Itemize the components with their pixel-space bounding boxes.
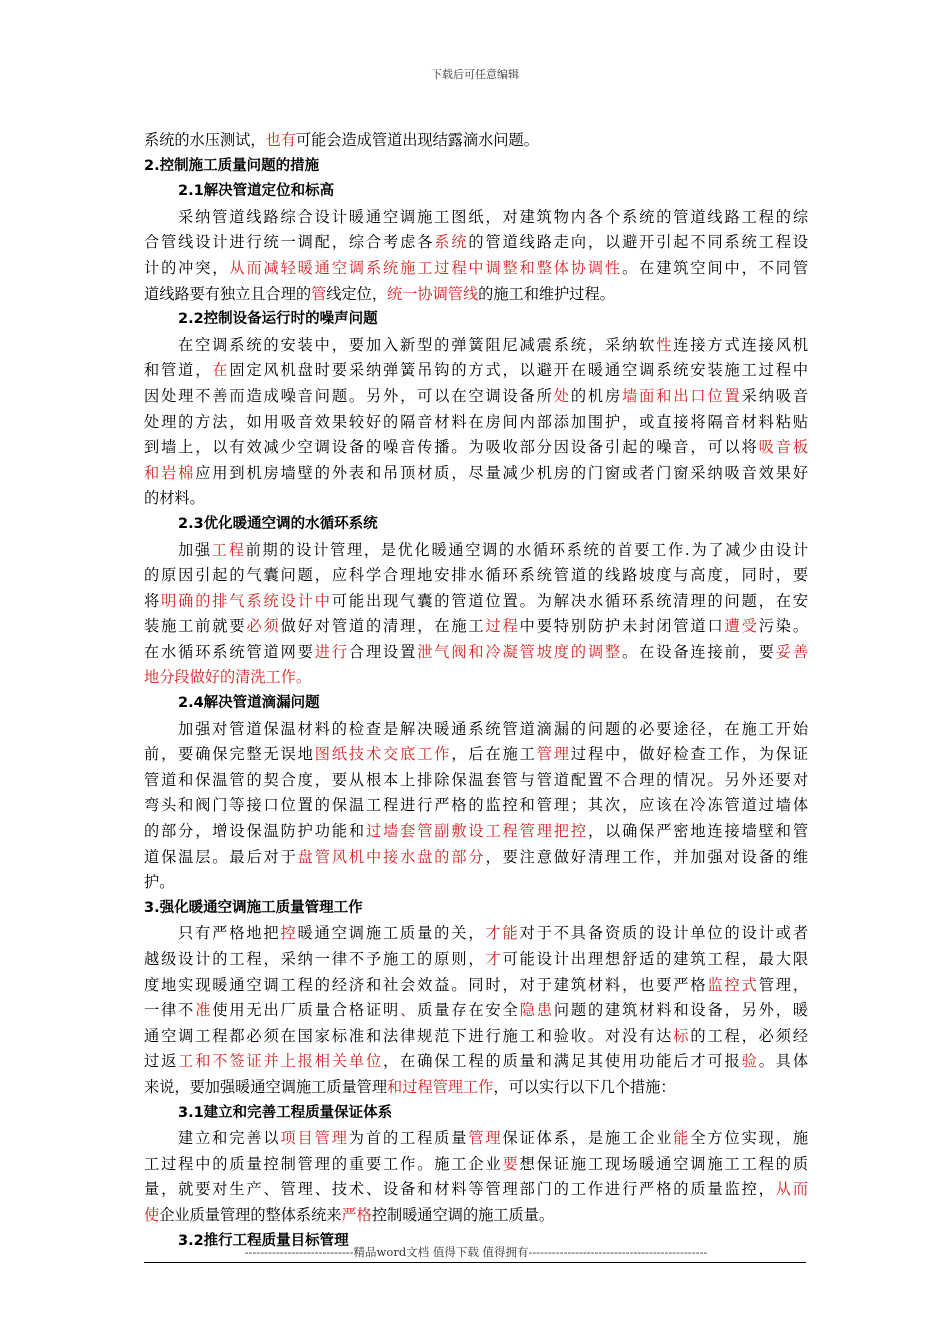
paragraph-line — [144, 819, 808, 845]
highlighted-text: 控 — [280, 924, 298, 943]
highlighted-text: 管理 — [536, 745, 571, 764]
text-run: 来说，要加强暖通空调施工质量管理 — [144, 1077, 387, 1096]
text-run: 因处理不善而造成噪音问题。另外，可以在空调设备所 — [144, 386, 554, 405]
highlighted-text: 进行 — [314, 642, 349, 661]
subsection-heading — [144, 691, 808, 717]
paragraph-line — [144, 256, 808, 282]
text-run: 可能设计出理想舒适的建筑工程，最大限 — [502, 950, 808, 968]
text-run: 的管道线路走向，以避开引起不同系统工程设 — [468, 233, 808, 252]
text-run: 。具体 — [758, 1052, 808, 1071]
highlighted-text: 管 — [311, 284, 327, 303]
text-run: ，以确保严密地连接墙壁和管 — [587, 822, 808, 841]
text-run: 控制暖通空调的施工质量。 — [371, 1205, 555, 1224]
paragraph-line — [144, 742, 808, 768]
text-run: 的材料。 — [144, 489, 205, 508]
subsection-heading — [144, 512, 808, 538]
text-run: 护。 — [144, 873, 175, 892]
paragraph-line — [144, 1024, 808, 1050]
text-run: 通空调工程都必须在国家标准和法律规范下进行施工和验收。对没有达 — [144, 1026, 674, 1045]
paragraph-line — [144, 947, 808, 973]
text-run: 过返 — [144, 1052, 179, 1071]
paragraph-line — [144, 410, 808, 436]
paragraph-line — [144, 1049, 808, 1075]
highlighted-text: 吸音板 — [758, 438, 808, 457]
text-run: 想保证施工现场暖通空调施工工程的质 — [519, 1154, 808, 1173]
highlighted-text: 系统 — [434, 233, 469, 252]
text-run: 合理设置 — [348, 642, 418, 661]
text-run: 度地实现暖通空调工程的经济和社会效益。同时，对于建筑材料，也要严格 — [144, 975, 708, 994]
text-run: 建立和完善以 — [178, 1129, 281, 1148]
text-run: 在水循环系统管道网要 — [144, 642, 315, 661]
highlighted-text: 工程 — [211, 540, 246, 559]
highlighted-text: 从而减轻暖通空调系统施工过程中调整和整体协调性 — [229, 258, 623, 277]
highlighted-text: 处 — [553, 386, 571, 405]
highlighted-text: 才 — [485, 950, 503, 968]
text-run: 管理， — [758, 975, 808, 994]
text-run: 采纳吸音 — [741, 386, 808, 405]
highlighted-text: 准 — [195, 1001, 213, 1020]
text-run: 2.2控制设备运行时的噪声问题 — [178, 311, 378, 328]
page-header: 下载后可任意编辑 — [431, 68, 519, 81]
highlighted-text: 遭受 — [724, 617, 759, 636]
text-run: 2.1解决管道定位和标高 — [178, 183, 335, 200]
text-run: 加强 — [178, 540, 212, 559]
text-run: 越级设计的工程，采纳一律不予施工的原则， — [144, 950, 486, 968]
text-run: 的部分，增设保温防护功能和 — [144, 822, 366, 841]
paragraph-line — [144, 845, 808, 871]
highlighted-text: 能 — [673, 1129, 691, 1148]
text-run: ，要注意做好清理工作，并加强对设备的维 — [485, 847, 808, 866]
paragraph-line — [144, 793, 808, 819]
text-run: 可能出现气囊的管道位置。为解决水循环系统清理的问题，在安 — [331, 591, 808, 610]
text-run: 中要特别防护未封闭管道口 — [519, 617, 725, 636]
paragraph-line — [144, 768, 808, 794]
highlighted-text: 工和不签证并上报相关单位 — [178, 1052, 384, 1071]
text-run: 道线路要有独立且合理的 — [144, 284, 312, 303]
paragraph-line — [144, 665, 808, 691]
highlighted-text: 隐患 — [519, 1001, 554, 1020]
paragraph-line — [144, 435, 808, 461]
highlighted-text: 盘管风机中接水盘的部分 — [297, 847, 486, 866]
paragraph-line — [144, 921, 808, 947]
text-run: 质量存在安全 — [417, 1001, 520, 1020]
text-run: 3.强化暖通空调施工质量管理工作 — [144, 899, 363, 916]
text-run: 弯头和阀门等接口位置的保温工程进行严格的监控和管理；其次，应该在冷冻管道过墙体 — [144, 796, 808, 815]
subsection-heading — [144, 307, 808, 333]
text-run: 固定风机盘时要采纳弹簧吊钩的方式，以避开在暖通空调系统安装施工过程中 — [229, 361, 808, 380]
text-run: 量，就要对生产、管理、技术、设备和材料等管理部门的工作进行严格的质量监控， — [144, 1180, 776, 1199]
paragraph-line — [144, 717, 808, 743]
text-run: 3.2推行工程质量目标管理 — [178, 1232, 349, 1249]
text-run: 处理的方法，如用吸音效果较好的隔音材料在房间内部添加围护，或直接将隔音材料粘贴 — [144, 412, 808, 431]
paragraph-line — [144, 1152, 808, 1178]
highlighted-text: 和过程管理工作 — [387, 1077, 494, 1096]
highlighted-text: 使 — [144, 1205, 160, 1224]
text-run: 合管线设计进行统一调配，综合考虑各 — [144, 233, 435, 252]
paragraph-line — [144, 128, 808, 154]
text-run: 为首的工程质量 — [348, 1129, 469, 1148]
text-run: ，可以实行以下几个措施： — [493, 1077, 676, 1096]
text-run: 保证体系，是施工企业 — [502, 1129, 674, 1148]
page-footer: ----------------------------精品word文档 值得下载 值得拥有---------------------------------------------- — [244, 1245, 708, 1259]
text-run: ，在确保工程的质量和满足其使用功能后才可报 — [383, 1052, 742, 1071]
text-run: 和管道， — [144, 361, 213, 380]
highlighted-text: 地分段做好的清洗工作。 — [144, 668, 312, 687]
highlighted-text: 才能 — [485, 924, 520, 943]
paragraph-line — [144, 384, 808, 410]
paragraph-line — [144, 1126, 808, 1152]
text-run: 对于不具备资质的设计单位的设计或者 — [519, 924, 808, 943]
section-heading — [144, 896, 808, 922]
text-run: 问题的建筑材料和设备，另外，暖 — [553, 1001, 808, 1020]
highlighted-text: 性 — [656, 335, 674, 354]
paragraph-line — [144, 486, 808, 512]
text-run: 系统的水压测试， — [144, 131, 266, 149]
paragraph-line — [144, 205, 808, 231]
text-run: 到墙上，以有效减少空调设备的噪音传播。为吸收部分因设备引起的噪音，可以将 — [144, 438, 759, 457]
text-run: 线定位， — [326, 284, 387, 303]
text-run: 污染。 — [758, 617, 808, 636]
highlighted-text: 和岩棉 — [144, 463, 196, 482]
highlighted-text: 、 — [400, 1001, 418, 1020]
highlighted-text: 统一协调管线 — [387, 284, 479, 303]
highlighted-text: 图纸技术交底工作 — [314, 745, 452, 764]
text-run: 企业质量管理的整体系统来 — [159, 1205, 342, 1224]
paragraph-line — [144, 973, 808, 999]
text-run: 连接方式连接风机 — [673, 335, 808, 354]
paragraph-line — [144, 563, 808, 589]
text-run: 只有严格地把 — [178, 924, 281, 943]
text-run: 加强对管道保温材料的检查是解决暖通系统管道滴漏的问题的必要途径，在施工开始 — [178, 719, 808, 738]
text-run: 做好对管道的清理，在施工 — [280, 617, 486, 636]
text-run: 2.3优化暖通空调的水循环系统 — [178, 515, 378, 532]
subsection-heading — [144, 1101, 808, 1127]
text-run: 全方位实现，施 — [690, 1129, 808, 1148]
highlighted-text: 从而 — [775, 1180, 808, 1199]
paragraph-line — [144, 589, 808, 615]
footer-rule — [144, 1262, 806, 1263]
highlighted-text: 明确的排气系统设计中 — [161, 591, 332, 610]
highlighted-text: 严格 — [341, 1205, 372, 1224]
paragraph-line — [144, 614, 808, 640]
paragraph-line — [144, 282, 808, 308]
highlighted-text: 要 — [502, 1154, 520, 1173]
highlighted-text: 管理 — [468, 1129, 503, 1148]
section-heading — [144, 154, 808, 180]
highlighted-text: 泄气阀和冷凝管坡度的调整 — [417, 642, 623, 661]
text-run: 暖通空调施工质量的关， — [297, 924, 486, 943]
paragraph-line — [144, 538, 808, 564]
text-run: 一律不 — [144, 1001, 196, 1020]
text-run: 应用到机房墙壁的外表和吊顶材质，尽量减少机房的门窗或者门窗采纳吸音效果好 — [195, 463, 808, 482]
text-run: 在空调系统的安装中，要加入新型的弹簧阻尼减震系统，采纳软 — [178, 335, 657, 354]
highlighted-text: 也有 — [265, 131, 296, 149]
paragraph-line — [144, 998, 808, 1024]
paragraph-line — [144, 1177, 808, 1203]
text-run: 道保温层。最后对于 — [144, 847, 298, 866]
text-run: 可能会造成管道出现结露滴水问题。 — [295, 131, 539, 149]
highlighted-text: 过墙套管副敷设工程管理把控 — [365, 822, 588, 841]
paragraph-line — [144, 640, 808, 666]
text-run: 。在设备连接前，要 — [622, 642, 776, 661]
text-run: 3.1建立和完善工程质量保证体系 — [178, 1104, 393, 1121]
text-run: 过程中，做好检查工作，为保证 — [570, 745, 808, 764]
highlighted-text: 标 — [673, 1026, 691, 1045]
highlighted-text: 项目管理 — [280, 1129, 349, 1148]
text-run: 的机房 — [570, 386, 623, 405]
highlighted-text: 在 — [212, 361, 230, 380]
text-run: 的施工和维护过程。 — [478, 284, 615, 303]
text-run: 工过程中的质量控制管理的重要工作。施工企业 — [144, 1154, 503, 1173]
paragraph-line — [144, 870, 808, 896]
highlighted-text: 墙面和出口位置 — [622, 386, 742, 405]
text-run: 使用无出厂质量合格证明 — [212, 1001, 401, 1020]
text-run: 的原因引起的气囊问题，应科学合理地安排水循环系统管道的线路坡度与高度，同时，要 — [144, 566, 808, 585]
highlighted-text: 过程 — [485, 617, 520, 636]
text-run: 装施工前就要 — [144, 617, 247, 636]
text-run: ，后在施工 — [451, 745, 537, 764]
text-run: 管道和保温管的契合度，要从根本上排除保温套管与管道配置不合理的情况。另外还要对 — [144, 770, 808, 789]
paragraph-line — [144, 230, 808, 256]
highlighted-text: 妥善 — [775, 642, 808, 661]
text-run: 计的冲突， — [144, 258, 230, 277]
highlighted-text: 验 — [741, 1052, 759, 1071]
paragraph-line — [144, 1203, 808, 1229]
text-run: 将 — [144, 591, 162, 610]
text-run: 采纳管道线路综合设计暖通空调施工图纸，对建筑物内各个系统的管道线路工程的综 — [178, 207, 808, 226]
paragraph-line — [144, 333, 808, 359]
text-run: 2.控制施工质量问题的措施 — [144, 157, 320, 174]
text-run: 前期的设计管理，是优化暖通空调的水循环系统的首要工作.为了减少由设计 — [245, 540, 808, 559]
text-run: 2.4解决管道滴漏问题 — [178, 695, 320, 712]
text-run: 的工程，必须经 — [690, 1026, 808, 1045]
document-body — [144, 128, 808, 1254]
highlighted-text: 必须 — [246, 617, 281, 636]
paragraph-line — [144, 358, 808, 384]
text-run: 。在建筑空间中，不同管 — [622, 258, 808, 277]
paragraph-line — [144, 461, 808, 487]
paragraph-line — [144, 1075, 808, 1101]
highlighted-text: 监控式 — [707, 975, 759, 994]
subsection-heading — [144, 179, 808, 205]
text-run: 前，要确保完整无误地 — [144, 745, 315, 764]
